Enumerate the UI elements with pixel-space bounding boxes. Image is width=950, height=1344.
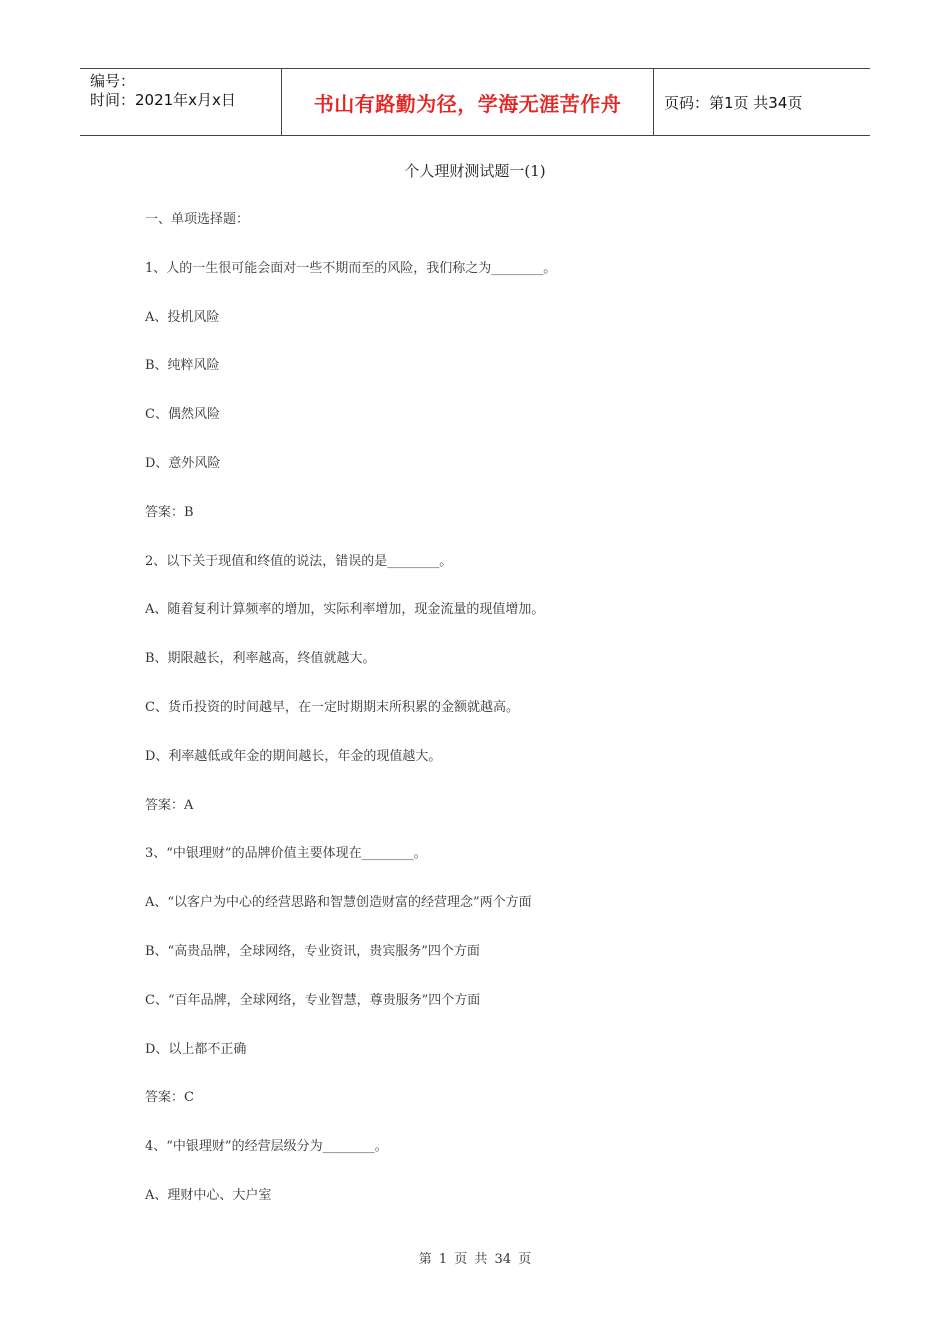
option-line: C、货币投资的时间越早，在一定时期期末所积累的金额就越高。 [145, 699, 519, 715]
option-line: C、偶然风险 [145, 407, 220, 423]
document-body [145, 212, 845, 1237]
option-line: B、“高贵品牌，全球网络，专业资讯，贵宾服务”四个方面 [145, 943, 480, 959]
time-label: 时间：2021年x月x日 [90, 91, 236, 109]
option-line: A、投机风险 [145, 309, 220, 325]
header-left-cell [80, 69, 281, 135]
option-line: A、随着复利计算频率的增加，实际利率增加，现金流量的现值增加。 [145, 602, 545, 618]
serial-label: 编号： [90, 72, 136, 90]
option-line: C、“百年品牌，全球网络，专业智慧，尊贵服务”四个方面 [145, 992, 481, 1008]
option-line: D、意外风险 [145, 455, 221, 471]
option-line: D、以上都不正确 [145, 1041, 247, 1057]
section-heading: 一、单项选择题： [145, 212, 250, 227]
question-1: 1、人的一生很可能会面对一些不期而至的风险，我们称之为________。 [145, 260, 557, 276]
answer-line: 答案：A [145, 797, 194, 813]
page-footer: 第 1 页 共 34 页 [418, 1252, 532, 1267]
header-page-info: 页码：第1页 共34页 [664, 93, 803, 112]
answer-line: 答案：B [145, 504, 194, 520]
header-motto: 书山有路勤为径，学海无涯苦作舟 [281, 69, 654, 135]
document-title: 个人理财测试题一(1) [404, 162, 546, 180]
header-table [80, 68, 870, 136]
option-line: B、期限越长，利率越高，终值就越大。 [145, 651, 376, 667]
question-4: 4、“中银理财”的经营层级分为________。 [145, 1139, 388, 1155]
option-line: A、“以客户为中心的经营思路和智慧创造财富的经营理念”两个方面 [145, 895, 532, 911]
option-line: A、理财中心、大户室 [145, 1187, 272, 1203]
answer-line: 答案：C [145, 1090, 194, 1106]
question-3: 3、“中银理财”的品牌价值主要体现在________。 [145, 846, 427, 862]
question-2: 2、以下关于现值和终值的说法，错误的是________。 [145, 553, 453, 569]
option-line: D、利率越低或年金的期间越长，年金的现值越大。 [145, 748, 442, 764]
option-line: B、纯粹风险 [145, 358, 220, 374]
